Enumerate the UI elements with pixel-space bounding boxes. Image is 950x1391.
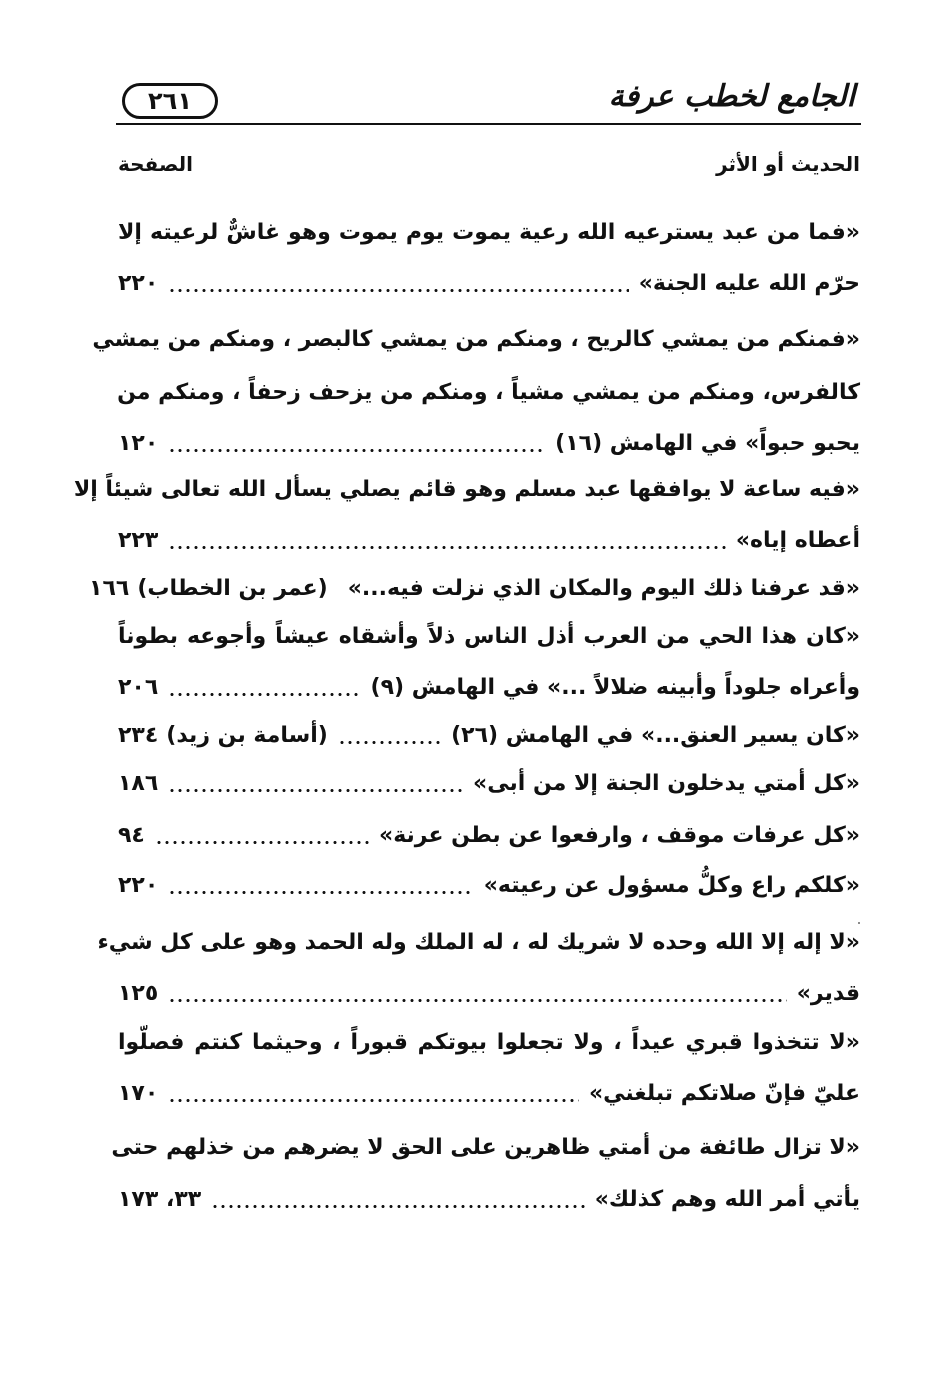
index-entry-row (118, 816, 860, 856)
entry-page-number: ٢٢٠ (118, 271, 159, 296)
index-entry-row (118, 521, 860, 561)
entry-text-line: «فمنكم من يمشي كالريح ، ومنكم من يمشي كالبصر ، ومنكم من يمشي (92, 327, 860, 352)
header-rule (116, 123, 861, 125)
entry-page-number: ٢٢٠ (118, 873, 159, 898)
dot-leader (168, 449, 545, 452)
index-entry-row (89, 569, 860, 609)
dot-leader (168, 789, 463, 792)
entry-attribution: (أسامة بن زيد) (166, 723, 328, 748)
entry-text: يحبو حبواً» في الهامش (١٦) (555, 431, 860, 456)
entry-text: حرّم الله عليه الجنة» (638, 271, 860, 296)
entry-attribution: (عمر بن الخطاب) (137, 576, 328, 601)
entry-page-number: ١٧٠ (118, 1081, 159, 1106)
entry-page-number: ٣٣، ١٧٣ (118, 1187, 202, 1212)
entry-text-line: «فما من عبد يسترعيه الله رعية يموت يوم يموت وهو غاشٌّ لرعيته إلا (118, 220, 860, 245)
index-entry-row (118, 424, 860, 464)
dot-leader (168, 999, 786, 1002)
entry-text: عليّ فإنّ صلاتكم تبلغني» (588, 1081, 860, 1106)
entry-text-line: «فيه ساعة لا يوافقها عبد مسلم وهو قائم يصلي يسأل الله تعالى شيئاً إلا (73, 477, 860, 502)
dot-leader (168, 891, 473, 894)
entry-page-number: ٢٣٤ (118, 723, 159, 748)
index-entry-row (118, 716, 860, 756)
dot-leader (168, 693, 360, 696)
entry-text: يأتي أمر الله وهم كذلك» (594, 1187, 860, 1212)
scan-speck (858, 922, 860, 924)
entry-page-number: ١٢٥ (118, 981, 159, 1006)
entry-text-line: «لا تزال طائفة من أمتي ظاهرين على الحق لا يضرهم من خذلهم حتى (111, 1135, 860, 1160)
dot-leader (338, 741, 441, 744)
entry-page-number: ١٨٦ (118, 771, 159, 796)
entry-text-line: «لا إله إلا الله وحده لا شريك له ، له الملك وله الحمد وهو على كل شيء (97, 930, 860, 955)
dot-leader (211, 1205, 585, 1208)
column-heading-page: الصفحة (118, 152, 194, 176)
entry-page-number: ١٢٠ (118, 431, 159, 456)
dot-leader (168, 289, 628, 292)
column-heading-hadith: الحديث أو الأثر (716, 152, 860, 176)
entry-text-line: «كان هذا الحي من العرب أذل الناس ذلاً وأشقاه عيشاً وأجوعه بطوناً (118, 624, 860, 649)
entry-text: «كل عرفات موقف ، وارفعوا عن بطن عرنة» (378, 823, 860, 848)
index-entry-row (118, 1074, 860, 1114)
index-entry-row (118, 668, 860, 708)
entry-text: «كل أمتي يدخلون الجنة إلا من أبى» (473, 771, 860, 796)
entry-page-number: ٢٢٣ (118, 528, 159, 553)
index-entry-row (118, 764, 860, 804)
dot-leader (155, 841, 369, 844)
dot-leader (168, 1099, 579, 1102)
entry-text: قدير» (796, 981, 860, 1006)
entry-text-line: كالفرس، ومنكم من يمشي مشياً ، ومنكم من يزحف زحفاً ، ومنكم من (117, 380, 860, 405)
entry-text-line: «لا تتخذوا قبري عيداً ، ولا تجعلوا بيوتكم قبوراً ، وحيثما كنتم فصلّوا (118, 1030, 860, 1055)
entry-page-number: ٢٠٦ (118, 675, 159, 700)
entry-text: «كان يسير العنق...» في الهامش (٢٦) (451, 723, 860, 748)
book-title: الجامع لخطب عرفة (608, 79, 855, 114)
entry-page-number: ١٦٦ (89, 576, 130, 601)
index-entry-row (118, 264, 860, 304)
entry-page-number: ٩٤ (118, 823, 145, 848)
dot-leader (168, 546, 726, 549)
entry-text: «كلكم راع وكلُّ مسؤول عن رعيته» (483, 873, 860, 898)
index-entry-row (118, 866, 860, 906)
entry-text: «قد عرفنا ذلك اليوم والمكان الذي نزلت فيه...» (347, 576, 860, 601)
entry-text: وأعراه جلوداً وأبينه ضلالاً ...» في الهامش (٩) (370, 675, 860, 700)
index-entry-row (118, 974, 860, 1014)
page-number: ٢٦١ (122, 83, 218, 119)
index-entry-row (118, 1180, 860, 1220)
entry-text: أعطاه إياه» (735, 528, 860, 553)
